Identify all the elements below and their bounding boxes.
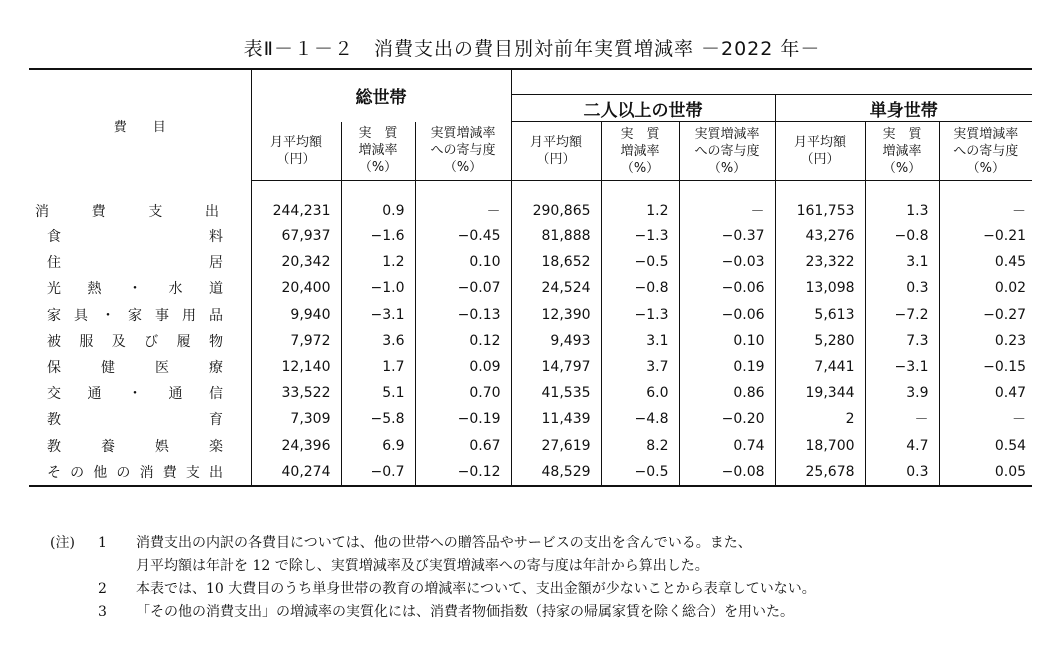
cell-value: 0.02 [939, 275, 1032, 301]
cell-value: 3.6 [341, 328, 415, 354]
col-header-line: （円） [276, 151, 316, 167]
group-two-plus: 二人以上の世帯 [511, 95, 775, 122]
note-text: 本表では、10 大費目のうち単身世帯の教育の増減率について、支出金額が少ないことから表章していない。 [136, 581, 816, 597]
cell-value: 5.1 [341, 380, 415, 406]
col-header-line: 月平均額 [794, 135, 847, 150]
note-num [98, 555, 136, 578]
cell-value: 12,390 [511, 302, 601, 328]
cell-value: −0.06 [679, 302, 775, 328]
table-row [29, 181, 1032, 224]
col-header-line: 実質増減率 [694, 126, 760, 142]
cell-value: 6.0 [601, 380, 679, 406]
col-header-line: （円） [536, 152, 576, 167]
col-header-line: （%） [620, 160, 660, 176]
cell-value: −0.08 [679, 459, 775, 486]
row-label: 光 熱 ・ 水 道 [47, 281, 223, 298]
cell-value: 48,529 [511, 459, 601, 486]
cell-value: 24,396 [251, 433, 341, 459]
cell-value: −0.37 [679, 223, 775, 249]
cell-value: −5.8 [341, 406, 415, 432]
col-header-line: 月平均額 [269, 134, 322, 150]
row-label: 家 具 ・ 家 事 用 品 [47, 307, 223, 324]
note-text: 月平均額は年計を 12 で除し、実質増減率及び実質増減率への寄与度は年計から算出した。 [136, 558, 709, 574]
note-num: 2 [98, 581, 107, 597]
table-row [29, 459, 1032, 486]
cell-value: 0.47 [939, 380, 1032, 406]
cell-value: −0.27 [939, 302, 1032, 328]
col-header-contribution [415, 122, 511, 181]
cell-value: － [939, 181, 1032, 224]
cell-value: 1.3 [865, 181, 939, 224]
cell-value: 11,439 [511, 406, 601, 432]
cell-value: 41,535 [511, 380, 601, 406]
cell-value: −0.15 [939, 354, 1032, 380]
col-header-line: 実 質 [358, 126, 398, 142]
cell-value: 5,280 [775, 328, 865, 354]
cell-value: −0.21 [939, 223, 1032, 249]
col-header-line: 月平均額 [530, 135, 583, 150]
cell-value: 0.3 [865, 275, 939, 301]
cell-value: 9,493 [511, 328, 601, 354]
col-header-line: 実 質 [620, 126, 660, 142]
cell-value: 8.2 [601, 433, 679, 459]
cell-value: － [939, 406, 1032, 432]
col-header-real_rate [341, 122, 415, 181]
cell-value: 1.2 [341, 249, 415, 275]
col-header-monthly [511, 122, 601, 181]
cell-value: 0.19 [679, 354, 775, 380]
cell-value: −0.8 [865, 223, 939, 249]
cell-value: 0.23 [939, 328, 1032, 354]
cell-value: 24,524 [511, 275, 601, 301]
col-header-line: （%） [358, 160, 398, 176]
notes-mark: (注) [50, 535, 75, 551]
cell-value: 0.54 [939, 433, 1032, 459]
note-text: 消費支出の内訳の各費目については、他の世帯への贈答品やサービスの支出を含んでいる。また、 [136, 535, 752, 551]
cell-value: 27,619 [511, 433, 601, 459]
cell-value: 9,940 [251, 302, 341, 328]
cell-value: 1.2 [601, 181, 679, 224]
col-header-line: 増減率 [358, 143, 398, 159]
cell-value: 0.67 [415, 433, 511, 459]
row-label: 消 費 支 出 [35, 203, 219, 220]
cell-value: −4.8 [601, 406, 679, 432]
table-row [29, 354, 1032, 380]
himoku-header: 費 目 [29, 69, 251, 181]
expenditure-table [29, 68, 1032, 487]
cell-value: 290,865 [511, 181, 601, 224]
cell-value: −0.45 [415, 223, 511, 249]
cell-value: 20,400 [251, 275, 341, 301]
col-header-line: 実 質 [882, 126, 922, 142]
row-label: 保 健 医 療 [47, 360, 223, 377]
group-single: 単身世帯 [775, 95, 1032, 122]
group-all-households: 総世帯 [251, 69, 511, 122]
cell-value: −0.5 [601, 459, 679, 486]
row-label: そ の 他 の 消 費 支 出 [47, 464, 223, 481]
cell-value: 244,231 [251, 181, 341, 224]
cell-value: 0.9 [341, 181, 415, 224]
cell-value: 0.10 [415, 249, 511, 275]
cell-value: −0.07 [415, 275, 511, 301]
col-header-line: （円） [800, 152, 840, 167]
col-header-real_rate [601, 122, 679, 181]
cell-value: 3.1 [601, 328, 679, 354]
cell-value: 4.7 [865, 433, 939, 459]
cell-value: −0.7 [341, 459, 415, 486]
cell-value: −3.1 [865, 354, 939, 380]
col-header-line: 実質増減率 [953, 126, 1019, 142]
cell-value: 7,972 [251, 328, 341, 354]
table-row [29, 223, 1032, 249]
col-header-line: 増減率 [882, 143, 922, 159]
col-header-line: （%） [707, 160, 747, 176]
col-header-line: （%） [966, 160, 1005, 176]
col-header-line: への寄与度 [430, 143, 496, 159]
table-row [29, 328, 1032, 354]
cell-value: 20,342 [251, 249, 341, 275]
cell-value: 0.09 [415, 354, 511, 380]
cell-value: −0.13 [415, 302, 511, 328]
cell-value: 43,276 [775, 223, 865, 249]
cell-value: － [415, 181, 511, 224]
col-header-line: 増減率 [620, 143, 660, 159]
notes [50, 532, 816, 624]
cell-value: −1.6 [341, 223, 415, 249]
table-row [29, 433, 1032, 459]
cell-value: 19,344 [775, 380, 865, 406]
cell-value: −0.5 [601, 249, 679, 275]
cell-value: 7,441 [775, 354, 865, 380]
row-label: 住 居 [47, 255, 223, 272]
cell-value: 5,613 [775, 302, 865, 328]
table-row [29, 302, 1032, 328]
cell-value: 0.45 [939, 249, 1032, 275]
cell-value: 7,309 [251, 406, 341, 432]
cell-value: 161,753 [775, 181, 865, 224]
cell-value: 6.9 [341, 433, 415, 459]
cell-value: 67,937 [251, 223, 341, 249]
cell-value: 14,797 [511, 354, 601, 380]
row-label: 食 料 [47, 229, 223, 246]
cell-value: 33,522 [251, 380, 341, 406]
col-header-line: への寄与度 [953, 143, 1019, 159]
cell-value: 0.05 [939, 459, 1032, 486]
cell-value: － [679, 181, 775, 224]
cell-value: 81,888 [511, 223, 601, 249]
cell-value: 0.74 [679, 433, 775, 459]
note-text: 「その他の消費支出」の増減率の実質化には、消費者物価指数（持家の帰属家賃を除く総合）を用いた。 [136, 604, 794, 620]
row-label: 教 養 娯 楽 [47, 438, 223, 455]
cell-value: 12,140 [251, 354, 341, 380]
cell-value: −0.8 [601, 275, 679, 301]
col-header-monthly [251, 122, 341, 181]
cell-value: −1.3 [601, 223, 679, 249]
row-label: 交 通 ・ 通 信 [47, 386, 223, 403]
note-num: 1 [98, 535, 107, 551]
table-row [29, 380, 1032, 406]
cell-value: 0.70 [415, 380, 511, 406]
cell-value: 13,098 [775, 275, 865, 301]
cell-value: 18,652 [511, 249, 601, 275]
cell-value: −0.20 [679, 406, 775, 432]
row-label: 被 服 及 び 履 物 [47, 333, 223, 350]
table-row [29, 275, 1032, 301]
cell-value: 0.3 [865, 459, 939, 486]
cell-value: － [865, 406, 939, 432]
col-header-contribution [939, 122, 1032, 181]
cell-value: 1.7 [341, 354, 415, 380]
row-label: 教 育 [47, 412, 223, 429]
cell-value: −3.1 [341, 302, 415, 328]
cell-value: 7.3 [865, 328, 939, 354]
table-row [29, 249, 1032, 275]
col-header-monthly [775, 122, 865, 181]
col-header-real_rate [865, 122, 939, 181]
cell-value: −0.03 [679, 249, 775, 275]
cell-value: 18,700 [775, 433, 865, 459]
cell-value: 2 [775, 406, 865, 432]
col-header-contribution [679, 122, 775, 181]
col-header-line: （%） [882, 160, 922, 176]
note-num: 3 [98, 604, 107, 620]
table-title: 表Ⅱ－１－２ 消費支出の費目別対前年実質増減率 －2022 年－ [243, 38, 821, 60]
col-header-line: への寄与度 [694, 143, 760, 159]
cell-value: 3.7 [601, 354, 679, 380]
cell-value: 0.86 [679, 380, 775, 406]
cell-value: −1.3 [601, 302, 679, 328]
cell-value: 0.10 [679, 328, 775, 354]
cell-value: 3.9 [865, 380, 939, 406]
cell-value: −0.06 [679, 275, 775, 301]
cell-value: 0.12 [415, 328, 511, 354]
cell-value: 25,678 [775, 459, 865, 486]
cell-value: −7.2 [865, 302, 939, 328]
cell-value: 23,322 [775, 249, 865, 275]
cell-value: −0.19 [415, 406, 511, 432]
cell-value: 40,274 [251, 459, 341, 486]
col-header-line: （%） [443, 160, 483, 176]
cell-value: −1.0 [341, 275, 415, 301]
cell-value: 3.1 [865, 249, 939, 275]
cell-value: −0.12 [415, 459, 511, 486]
col-header-line: 実質増減率 [430, 126, 496, 142]
table-row [29, 406, 1032, 432]
